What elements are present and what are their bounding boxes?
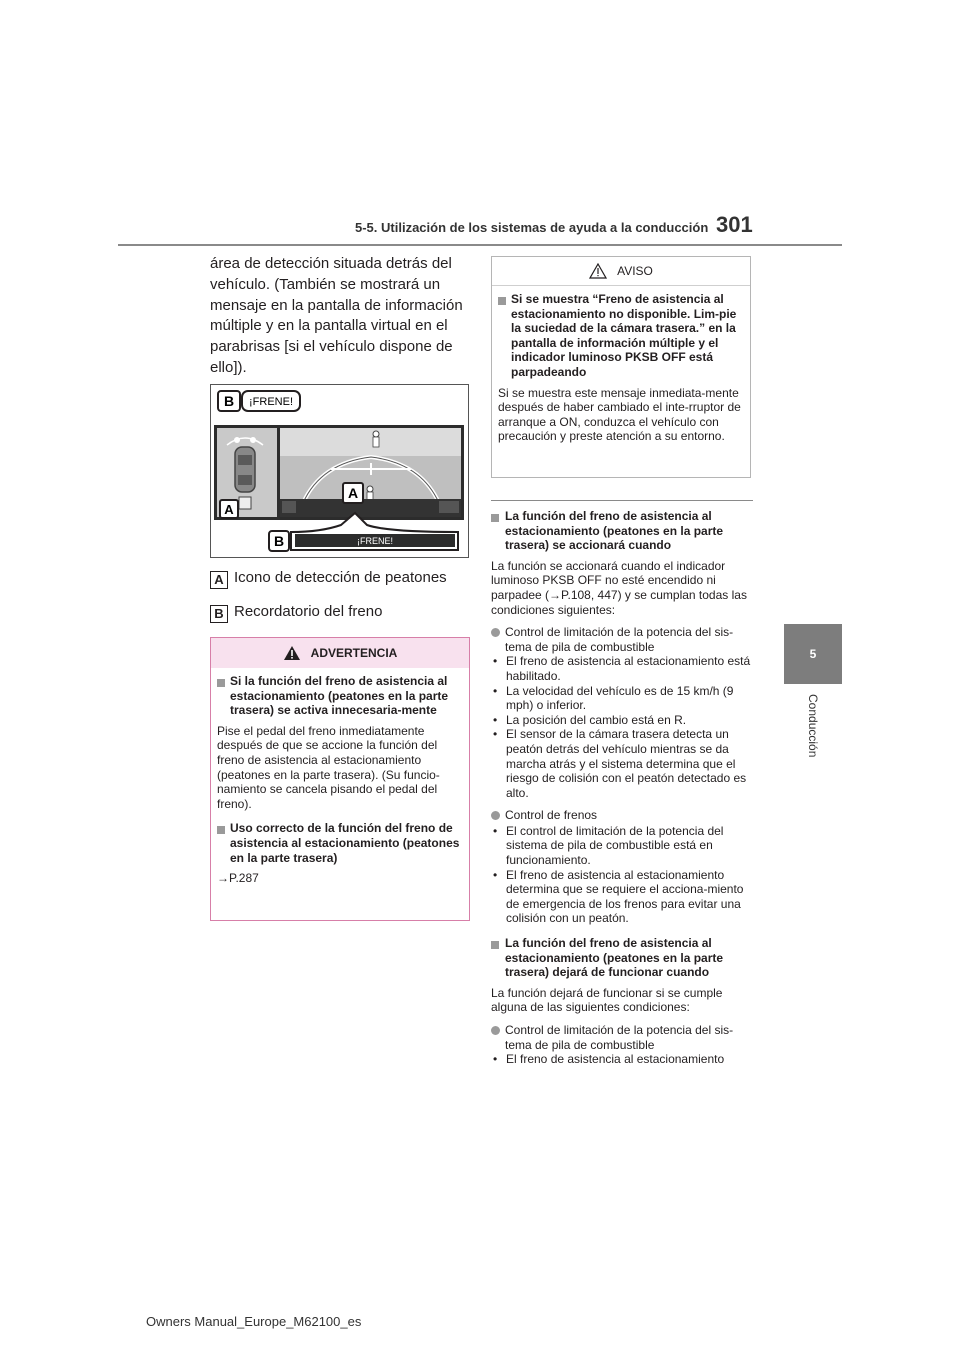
warning-ref-2[interactable]: →P.287 bbox=[217, 871, 259, 886]
brake-msg-bottom-text: ¡FRENE! bbox=[357, 536, 393, 546]
list-item: • La posición del cambio está en R. bbox=[493, 712, 687, 727]
list-item: • La velocidad del vehículo es de 15 km/h (9 mph) o inferior. bbox=[493, 683, 734, 713]
legend-text-b: Recordatorio del freno bbox=[234, 603, 383, 620]
list-item: • El control de limitación de la potencia del sistema de pila de combustible está en funcionamiento. bbox=[493, 823, 724, 868]
notice-body: Si se muestra este mensaje inmediata-mente después de haber cambiado el inte-rruptor de arranque a ON, conduzca el vehículo con precaución y preste atención a su entorno. bbox=[498, 385, 741, 444]
legend-key-a: A bbox=[210, 571, 228, 589]
label-a-mid-text: A bbox=[347, 485, 359, 501]
header-rule bbox=[118, 244, 842, 246]
camera-display-figure bbox=[210, 384, 469, 558]
chapter-label: Conducción bbox=[806, 694, 820, 758]
warning-title: ADVERTENCIA bbox=[310, 646, 398, 660]
list-item: • El sensor de la cámara trasera detecta un peatón detrás del vehículo mientras se da marcha atrás y el sistema determina que el riesgo de colisión con el peatón detectado es alto. bbox=[493, 727, 747, 800]
page-number: 301 bbox=[716, 212, 753, 237]
notice-triangle-icon bbox=[589, 263, 607, 279]
chapter-number: 5 bbox=[809, 647, 817, 661]
list-item: • El freno de asistencia al estacionamiento está habilitado. bbox=[493, 654, 751, 683]
chapter-tab[interactable] bbox=[784, 624, 842, 684]
warning-body-1: Pise el pedal del freno inmediatamente después de que se accione la función del freno de asistencia al estacionamiento (peatones en la parte trasera). (Su funcio-namiento se cancela pisando el pedal del freno). bbox=[217, 723, 440, 811]
page-ref-link[interactable]: P.108, 447 bbox=[561, 587, 618, 602]
label-b-bottom-text: B bbox=[273, 533, 285, 549]
list-item: • El freno de asistencia al estacionamiento determina que se requiere el acciona-miento de emergencia de los frenos para evitar una colisión con un peatón. bbox=[493, 867, 744, 926]
section-intro-2: La función dejará de funcionar si se cumple alguna de las siguientes condiciones: bbox=[491, 985, 723, 1015]
condition-3: Control de limitación de la potencia del sis-tema de pila de combustible bbox=[491, 1023, 753, 1052]
notice-title: AVISO bbox=[617, 264, 653, 278]
figure-illustration bbox=[211, 385, 468, 557]
legend-item-b bbox=[210, 603, 382, 623]
section-heading-1: La función del freno de asistencia al estacionamiento (peatones en la parte trasera) se accionará cuando bbox=[491, 509, 753, 553]
pedestrian-icon bbox=[373, 437, 379, 447]
legend-text-a: Icono de detección de peatones bbox=[234, 569, 447, 586]
notice-box bbox=[491, 256, 751, 478]
right-column bbox=[491, 500, 753, 1067]
intro-paragraph: área de detección situada detrás del vehículo. (También se mostrará un mensaje en la pantalla de información múltiple y en la pantalla virtual en el parabrisas [si el vehículo dispone de ello]). bbox=[210, 255, 463, 376]
notice-title-bar bbox=[492, 257, 750, 286]
brake-msg-top-text: ¡FRENE! bbox=[249, 396, 293, 408]
legend-key-b: B bbox=[210, 605, 228, 623]
footer-doc-id: Owners Manual_Europe_M62100_es bbox=[146, 1314, 362, 1329]
warning-triangle-icon bbox=[283, 645, 301, 661]
condition-1: Control de limitación de la potencia del sis-tema de pila de combustible bbox=[491, 625, 753, 654]
legend-item-a bbox=[210, 569, 447, 589]
warning-box bbox=[210, 637, 470, 921]
notice-heading: Si se muestra “Freno de asistencia al estacionamiento no disponible. Lim-pie la suciedad de la cámara trasera.” en la pantalla de información múltiple y el indicador luminoso PKSB OFF está parpadeando bbox=[498, 292, 744, 380]
label-b-top-text: B bbox=[223, 393, 235, 409]
condition-2: Control de frenos bbox=[491, 808, 753, 824]
list-item: • El freno de asistencia al estacionamiento bbox=[493, 1052, 725, 1067]
section-intro-1: La función se accionará cuando el indicador luminoso PKSB OFF no esté encendido ni parpadee (→P.108, 447) y se cumplan todas las condiciones siguientes: bbox=[491, 558, 747, 617]
label-a-left-text: A bbox=[224, 502, 234, 517]
section-heading-2: La función del freno de asistencia al estacionamiento (peatones en la parte trasera) dejará de funcionar cuando bbox=[491, 936, 753, 980]
warning-title-bar bbox=[211, 638, 469, 668]
vehicle-icon bbox=[235, 447, 255, 492]
section-title: 5-5. Utilización de los sistemas de ayuda a la conducción bbox=[355, 220, 709, 235]
warning-heading-1: Si la función del freno de asistencia al estacionamiento (peatones en la parte trasera) se activa innecesaria-mente bbox=[217, 674, 463, 718]
warning-heading-2: Uso correcto de la función del freno de asistencia al estacionamiento (peatones en la parte trasera) bbox=[217, 821, 463, 865]
